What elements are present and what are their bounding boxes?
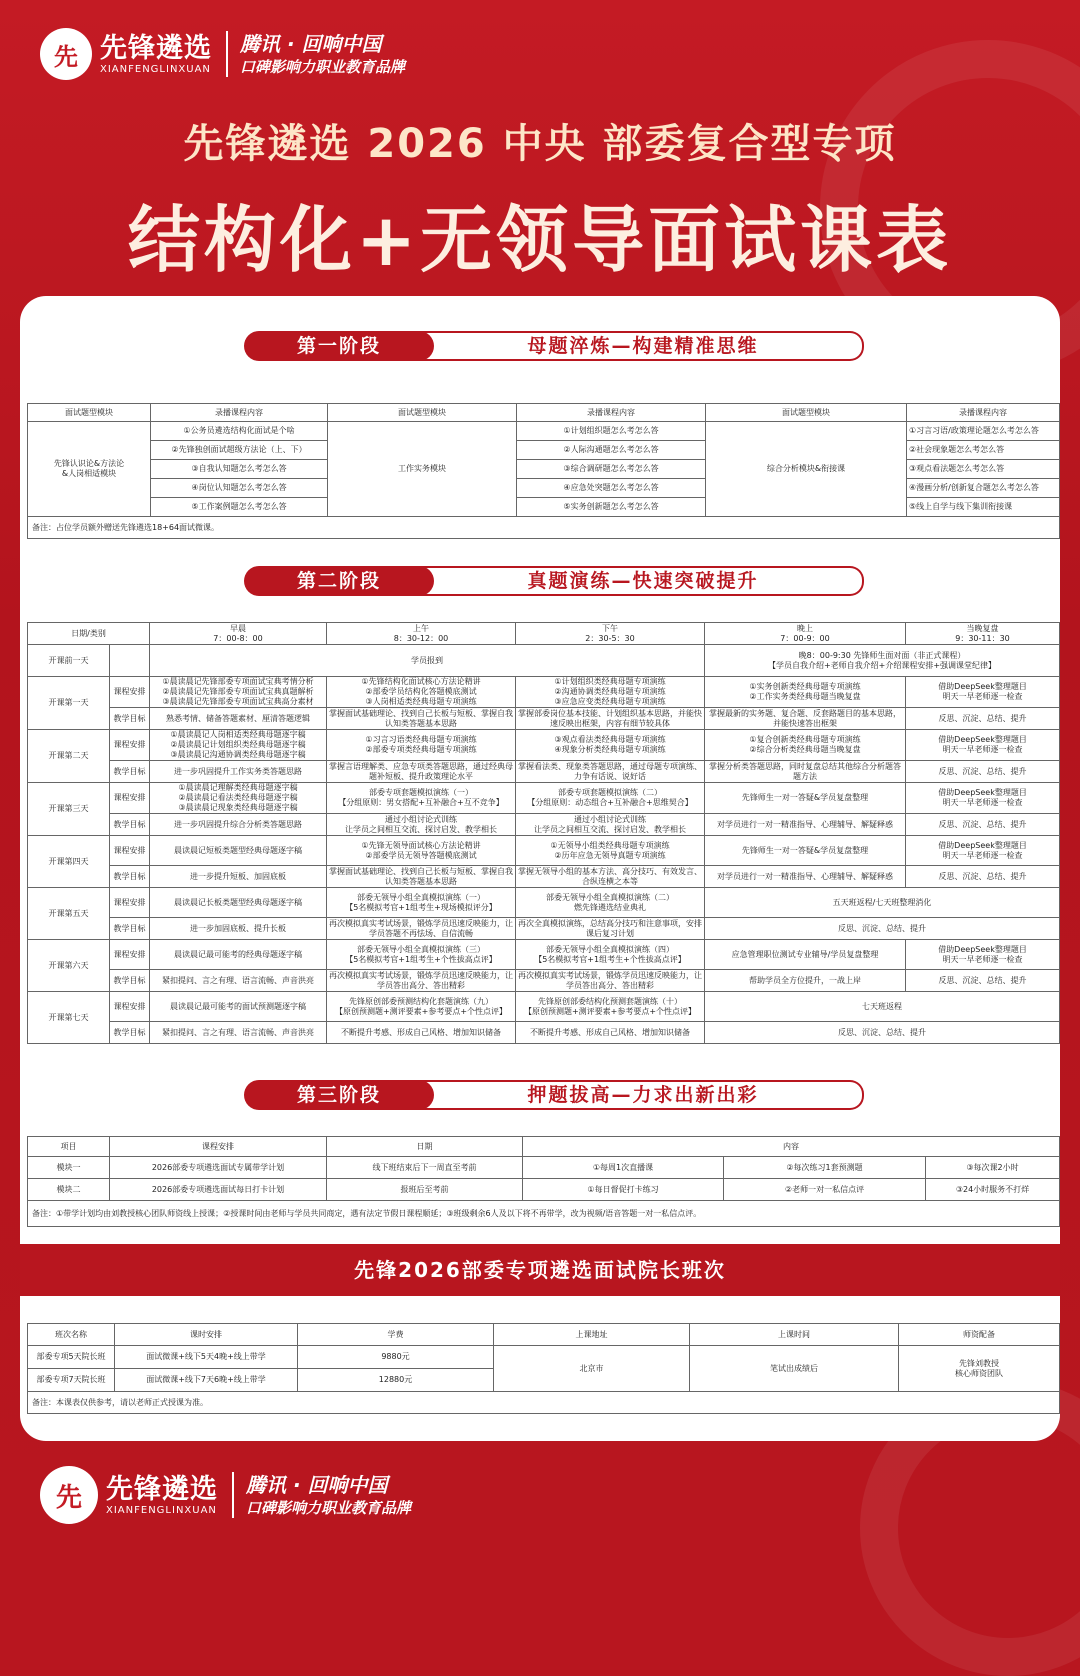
schedule-cell: 借助DeepSeek整理题目 明天一早老师逐一检查 — [906, 940, 1060, 970]
page-title: 结构化+无领导面试课表 — [127, 198, 953, 282]
class-schedule: 面试微课+线下7天6晚+线上带学 — [115, 1369, 298, 1392]
pre-evening-cell: 晚8：00-9:30 先锋师生面对面（非正式课程） 【学员自我介绍+老师自我介绍+介绍课程安排+强调课堂纪律】 — [705, 645, 1060, 677]
course-item: ③自我认知题怎么考怎么答 — [151, 460, 328, 479]
schedule-cell: 部委无领导小组全真模拟演练（一） 【5名模拟考官+1组考生+现场模拟评分】 — [327, 888, 516, 918]
schedule-cell: ①晨读晨记人岗相适类经典母题逐字稿 ②晨读晨记计划组织类经典母题逐字稿 ③晨读晨记沟通协调类经典母题逐字稿 — [150, 730, 327, 761]
date-header: 日期/类别 — [28, 623, 150, 645]
header-cell: 课程安排 — [110, 1137, 327, 1157]
header-cell: 面试题型模块 — [706, 404, 907, 422]
course-item: ⑤线上自学与线下集训衔接课 — [907, 498, 1060, 517]
row-type-arrange: 课程安排 — [110, 783, 150, 814]
goal-cell: 通过小组讨论式训练 让学员之间相互交流、探讨启发、教学相长 — [516, 814, 705, 836]
goal-cell: 进一步巩固提升综合分析类答题思路 — [150, 814, 327, 836]
row-type-goal: 教学目标 — [110, 814, 150, 836]
period-name: 早晨 — [230, 623, 247, 633]
deans-banner: 先锋2026部委专项遴选面试院长班次 — [20, 1244, 1060, 1296]
header-cell: 项目 — [28, 1137, 110, 1157]
partner-name: 腾讯 · 回响中国 — [246, 1472, 388, 1497]
schedule-cell: ①晨读晨记理解类经典母题逐字稿 ②晨读晨记看法类经典母题逐字稿 ③晨读晨记现象类经典母题逐字稿 — [150, 783, 327, 814]
page-subtitle: 先锋遴选 2026 中央 部委复合型专项 — [183, 121, 897, 167]
course-item: ④应急处突题怎么考怎么答 — [517, 479, 706, 498]
module-cell: 模块二 — [28, 1179, 110, 1201]
period-header — [150, 623, 327, 645]
schedule-cell: 先锋师生一对一答疑&学员复盘整理 — [705, 783, 906, 814]
goal-cell: 掌握面试基础理论、找到自己长板与短板、掌握自我认知类答题基本思路 — [327, 708, 516, 730]
schedule-cell: 借助DeepSeek整理题目 明天一早老师逐一检查 — [906, 730, 1060, 761]
content-cell: ③24小时服务不打烊 — [926, 1179, 1060, 1201]
goal-cell: 对学员进行一对一精准指导、心理辅导、解疑释惑 — [705, 866, 906, 888]
course-item: ④岗位认知题怎么考怎么答 — [151, 479, 328, 498]
partner-slogan: 口碑影响力职业教育品牌 — [246, 1498, 412, 1517]
course-item: ⑤实务创新题怎么考怎么答 — [517, 498, 706, 517]
period-time: 9：30-11：30 — [955, 633, 1010, 643]
row-type-arrange: 课程安排 — [110, 836, 150, 866]
goal-cell: 掌握部委岗位基本技能、计划组织基本思路，并能快速反映出框架，内容有细节较具体 — [516, 708, 705, 730]
class-time: 笔试出成绩后 — [690, 1346, 899, 1392]
row-type-arrange: 课程安排 — [110, 940, 150, 970]
stage1-label: 第一阶段 — [244, 331, 434, 361]
row-type-goal: 教学目标 — [110, 918, 150, 940]
row-type-goal: 教学目标 — [110, 708, 150, 730]
schedule-cell: 先锋原创部委预测结构化套题演练（九） 【原创预测题+测评要素+参考要点+个性点评】 — [327, 992, 516, 1022]
period-header — [906, 623, 1060, 645]
row-type-goal: 教学目标 — [110, 866, 150, 888]
goal-cell: 反思、沉淀、总结、提升 — [705, 1022, 1060, 1044]
module-name: 综合分析模块&衔接课 — [706, 422, 907, 517]
stage2-header — [244, 566, 836, 596]
course-item: ①习言习语/政策理论题怎么考怎么答 — [907, 422, 1060, 441]
day-label: 开课第三天 — [28, 783, 110, 836]
goal-cell: 不断提升考感、形成自己风格、增加知识储备 — [516, 1022, 705, 1044]
goal-cell: 帮助学员全方位提升，一战上岸 — [705, 970, 906, 992]
period-time: 8：30-12：00 — [393, 633, 449, 643]
goal-cell: 掌握言语理解类、应急专项类答题思路，通过经典母题补短板、提升政策理论水平 — [327, 761, 516, 783]
deans-note: 备注：本课表仅供参考，请以老师正式授课为准。 — [28, 1392, 1060, 1414]
logo-char: 先 — [55, 1482, 82, 1513]
class-address: 北京市 — [494, 1346, 690, 1392]
content-cell: ①每日督促打卡练习 — [523, 1179, 724, 1201]
goal-cell: 不断提升考感、形成自己风格、增加知识储备 — [327, 1022, 516, 1044]
goal-cell: 反思、沉淀、总结、提升 — [705, 918, 1060, 940]
content-cell: ②每次练习1套预测题 — [724, 1157, 926, 1179]
schedule-cell: ③观点看法类经典母题专项演练 ④现象分析类经典母题专项演练 — [516, 730, 705, 761]
row-type-arrange: 课程安排 — [110, 677, 150, 708]
period-name: 下午 — [602, 623, 619, 633]
divider — [232, 1472, 234, 1518]
deans-table — [27, 1323, 1060, 1414]
schedule-cell: ①复合创新类经典母题专项演练 ②综合分析类经典母题当晚复盘 — [705, 730, 906, 761]
day-label: 开课第五天 — [28, 888, 110, 940]
stage1-table — [27, 403, 1060, 539]
goal-cell: 进一步提升短板、加固底板 — [150, 866, 327, 888]
period-time: 7：00-8：00 — [213, 633, 263, 643]
course-item: ①公务员遴选结构化面试是个啥 — [151, 422, 328, 441]
class-fee: 12880元 — [298, 1369, 494, 1392]
header-cell: 学费 — [298, 1324, 494, 1346]
footer — [40, 1465, 411, 1525]
goal-cell: 熟悉考情、储备答题素材、厘清答题逻辑 — [150, 708, 327, 730]
goal-cell: 反思、沉淀、总结、提升 — [906, 866, 1060, 888]
logo-icon — [40, 28, 92, 80]
brand — [100, 34, 212, 75]
period-name: 当晚复盘 — [966, 623, 999, 633]
module-name: 工作实务模块 — [328, 422, 517, 517]
header-cell: 面试题型模块 — [28, 404, 151, 422]
goal-cell: 掌握无领导小组的基本方法、高分技巧、有效发言、合纵连横之本等 — [516, 866, 705, 888]
schedule-cell: 晨读晨记最可能考的面试预测题逐字稿 — [150, 992, 327, 1022]
day-label: 开课第二天 — [28, 730, 110, 783]
schedule-cell: ①先锋无领导面试核心方法论精讲 ②部委学员无领导答题模底测试 — [327, 836, 516, 866]
goal-cell: 掌握分析类答题思路，同时复盘总结其他综合分析题答题方法 — [705, 761, 906, 783]
divider — [226, 31, 228, 77]
header-cell: 面试题型模块 — [328, 404, 517, 422]
row-type-goal: 教学目标 — [110, 761, 150, 783]
logo-icon — [40, 1466, 98, 1524]
schedule-cell: ①无领导小组类经典母题专项演练 ②历年应急无领导真题专项演练 — [516, 836, 705, 866]
brand-pinyin: XIANFENGLINXUAN — [100, 63, 211, 75]
period-header — [516, 623, 705, 645]
row-type-goal: 教学目标 — [110, 1022, 150, 1044]
stage2-subtitle: 真题演练—快速突破提升 — [394, 566, 864, 596]
partner — [246, 1473, 411, 1518]
goal-cell: 掌握看法类、现象类答题思路，通过母题专项演练、力争有话说、说好话 — [516, 761, 705, 783]
period-time: 7：00-9：00 — [780, 633, 830, 643]
content-cell: ③每次课2小时 — [926, 1157, 1060, 1179]
period-time: 2：30-5：30 — [585, 633, 635, 643]
course-cell: 2026部委专项遴选面试专属带学计划 — [110, 1157, 327, 1179]
goal-cell: 反思、沉淀、总结、提升 — [906, 761, 1060, 783]
stage3-label: 第三阶段 — [244, 1080, 434, 1110]
class-teachers: 先锋刘教授 核心师资团队 — [899, 1346, 1060, 1392]
header-cell: 课时安排 — [115, 1324, 298, 1346]
goal-cell: 掌握面试基础理论、找到自己长板与短板、掌握自我认知类答题基本思路 — [327, 866, 516, 888]
period-name: 晚上 — [797, 623, 814, 633]
stage1-note: 备注：占位学员额外赠送先锋遴选18+64面试微课。 — [28, 517, 1060, 539]
header-cell: 录播课程内容 — [517, 404, 706, 422]
goal-cell: 反思、沉淀、总结、提升 — [906, 814, 1060, 836]
day-label: 开课第七天 — [28, 992, 110, 1044]
schedule-cell: ①先锋结构化面试核心方法论精讲 ②部委学员结构化答题模底测试 ③人岗相适类经典母题专项演练 — [327, 677, 516, 708]
header-cell: 班次名称 — [28, 1324, 115, 1346]
goal-cell: 反思、沉淀、总结、提升 — [906, 970, 1060, 992]
stage3-subtitle: 押题拔高—力求出新出彩 — [394, 1080, 864, 1110]
schedule-cell: 部委专项套题模拟演练（二） 【分组原则：动态组合+互补融合+思维契合】 — [516, 783, 705, 814]
goal-cell: 掌握最新的实务题、复合题、反套路题目的基本思路，并能快速答出框架 — [705, 708, 906, 730]
schedule-cell: 晨读晨记长板类题型经典母题逐字稿 — [150, 888, 327, 918]
stage2-label: 第二阶段 — [244, 566, 434, 596]
content-cell: ①每周1次直播课 — [523, 1157, 724, 1179]
header-cell: 内容 — [523, 1137, 1060, 1157]
header-cell: 上课地址 — [494, 1324, 690, 1346]
logo-char: 先 — [54, 42, 78, 71]
partner-name: 腾讯 · 回响中国 — [240, 31, 382, 56]
day-label: 开课第四天 — [28, 836, 110, 888]
schedule-cell: 晨读晨记最可能考的经典母题逐字稿 — [150, 940, 327, 970]
partner — [240, 32, 405, 77]
header-cell: 上课时间 — [690, 1324, 899, 1346]
brand-name: 先锋遴选 — [106, 1473, 218, 1505]
brand-pinyin: XIANFENGLINXUAN — [106, 1504, 217, 1516]
partner-slogan: 口碑影响力职业教育品牌 — [240, 57, 406, 76]
schedule-cell: ①晨读晨记先锋部委专项面试宝典考情分析 ②晨读晨记先锋部委专项面试宝典真题解析 ③晨读晨记先锋部委专项面试宝典高分素材 — [150, 677, 327, 708]
schedule-cell: 七天班返程 — [705, 992, 1060, 1022]
empty-cell — [110, 645, 150, 677]
goal-cell: 进一步加固底板、提升长板 — [150, 918, 327, 940]
day-label: 开课第六天 — [28, 940, 110, 992]
pre-day-cell: 学员报到 — [150, 645, 705, 677]
course-item: ③观点看法题怎么考怎么答 — [907, 460, 1060, 479]
schedule-cell: 部委专项套题模拟演练（一） 【分组原则：男女搭配+互补融合+互不竞争】 — [327, 783, 516, 814]
goal-cell: 再次模拟真实考试场景，锻炼学员迅速反映能力，让学员答出高分、答出精彩 — [516, 970, 705, 992]
goal-cell: 反思、沉淀、总结、提升 — [906, 708, 1060, 730]
period-name: 上午 — [413, 623, 430, 633]
schedule-cell: ①计划组织类经典母题专项演练 ②沟通协调类经典母题专项演练 ③应急应变类经典母题专项演练 — [516, 677, 705, 708]
period-header — [327, 623, 516, 645]
row-type-arrange: 课程安排 — [110, 888, 150, 918]
stage3-table — [27, 1136, 1060, 1227]
brand-name: 先锋遴选 — [100, 32, 212, 64]
schedule-cell: 先锋原创部委结构化预测套题演练（十） 【原创预测题+测评要素+参考要点+个性点评】 — [516, 992, 705, 1022]
stage1-header — [244, 331, 836, 361]
stage3-header — [244, 1080, 836, 1110]
row-type-goal: 教学目标 — [110, 970, 150, 992]
content-cell: ②老师一对一私信点评 — [724, 1179, 926, 1201]
header-cell: 师资配备 — [899, 1324, 1060, 1346]
header-cell: 录播课程内容 — [907, 404, 1060, 422]
schedule-cell: 先锋师生一对一答疑&学员复盘整理 — [705, 836, 906, 866]
schedule-cell: 借助DeepSeek整理题目 明天一早老师逐一检查 — [906, 836, 1060, 866]
schedule-cell: 借助DeepSeek整理题目 明天一早老师逐一检查 — [906, 677, 1060, 708]
module-cell: 模块一 — [28, 1157, 110, 1179]
stage1-subtitle: 母题淬炼—构建精准思维 — [394, 331, 864, 361]
period-header — [705, 623, 906, 645]
header-cell: 日期 — [327, 1137, 523, 1157]
course-item: ④漫画分析/创新复合题怎么考怎么答 — [907, 479, 1060, 498]
course-item: ⑤工作案例题怎么考怎么答 — [151, 498, 328, 517]
day-label: 开课前一天 — [28, 645, 110, 677]
date-cell: 报班后至考前 — [327, 1179, 523, 1201]
schedule-cell: 晨读晨记短板类题型经典母题逐字稿 — [150, 836, 327, 866]
brand — [106, 1475, 218, 1516]
row-type-arrange: 课程安排 — [110, 992, 150, 1022]
schedule-cell: 借助DeepSeek整理题目 明天一早老师逐一检查 — [906, 783, 1060, 814]
class-name: 部委专项5天院长班 — [28, 1346, 115, 1369]
goal-cell: 通过小组讨论式训练 让学员之间相互交流、探讨启发、教学相长 — [327, 814, 516, 836]
course-item: ②先锋独创面试超级方法论（上、下） — [151, 441, 328, 460]
class-name: 部委专项7天院长班 — [28, 1369, 115, 1392]
goal-cell: 进一步巩固提升工作实务类答题思路 — [150, 761, 327, 783]
course-item: ②社会现象题怎么考怎么答 — [907, 441, 1060, 460]
stage2-table — [27, 622, 1060, 1044]
row-type-arrange: 课程安排 — [110, 730, 150, 761]
schedule-cell: 应急管理职位测试专业辅导/学员复盘整理 — [705, 940, 906, 970]
day-label: 开课第一天 — [28, 677, 110, 730]
goal-cell: 紧扣提问、言之有理、语言流畅、声音洪亮 — [150, 1022, 327, 1044]
goal-cell: 再次模拟真实考试场景，锻炼学员迅速反映能力，让学员答出高分、答出精彩 — [327, 970, 516, 992]
header-cell: 录播课程内容 — [151, 404, 328, 422]
class-fee: 9880元 — [298, 1346, 494, 1369]
schedule-cell: ①实务创新类经典母题专项演练 ②工作实务类经典母题当晚复盘 — [705, 677, 906, 708]
course-item: ③综合调研题怎么考怎么答 — [517, 460, 706, 479]
course-cell: 2026部委专项遴选面试每日打卡计划 — [110, 1179, 327, 1201]
course-item: ①计划组织题怎么考怎么答 — [517, 422, 706, 441]
goal-cell: 紧扣提问、言之有理、语言流畅、声音洪亮 — [150, 970, 327, 992]
class-schedule: 面试微课+线下5天4晚+线上带学 — [115, 1346, 298, 1369]
schedule-cell: ①习言习语类经典母题专项演练 ②部委专项类经典母题专项演练 — [327, 730, 516, 761]
schedule-cell: 部委无领导小组全真模拟演练（三） 【5名模拟考官+1组考生+个性拔高点评】 — [327, 940, 516, 970]
schedule-cell: 部委无领导小组全真模拟演练（四） 【5名模拟考官+1组考生+个性拔高点评】 — [516, 940, 705, 970]
date-cell: 线下班结束后下一周直至考前 — [327, 1157, 523, 1179]
goal-cell: 对学员进行一对一精准指导、心理辅导、解疑释惑 — [705, 814, 906, 836]
header — [40, 28, 405, 80]
schedule-cell: 五天班返程/七天班整理消化 — [705, 888, 1060, 918]
goal-cell: 再次全真模拟演练，总结高分技巧和注意事项，安排课后复习计划 — [516, 918, 705, 940]
module-name: 先锋认识论&方法论 &人岗相适模块 — [28, 422, 151, 517]
goal-cell: 再次模拟真实考试场景，锻炼学员迅速反映能力，让学员答题不再怯场、自信流畅 — [327, 918, 516, 940]
schedule-cell: 部委无领导小组全真模拟演练（二） 燃先锋遴选结业典礼 — [516, 888, 705, 918]
stage3-note: 备注：①带学计划均由刘教授核心团队师资线上授课；②授课时间由老师与学员共同商定，遇有法定节假日课程顺延；③班级剩余6人及以下将不再带学，改为视频/语音答题一对一私信点评。 — [28, 1201, 1060, 1227]
course-item: ②人际沟通题怎么考怎么答 — [517, 441, 706, 460]
